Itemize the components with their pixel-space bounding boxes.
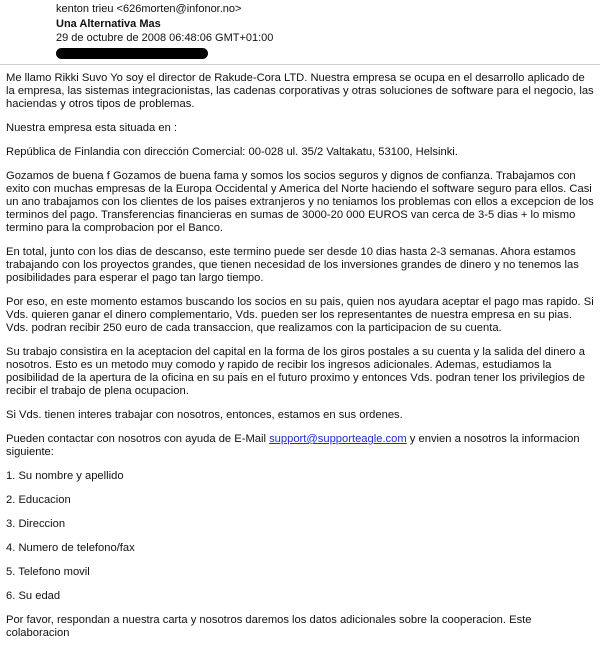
body-paragraph: Nuestra empresa esta situada en : [6,122,178,134]
list-item: 5. Telefono movil [6,566,90,578]
body-paragraph: En total, junto con los dias de descanso, este termino puede ser desde 10 dias hasta 2-3 semanas. Ahora estamos trabajando con los proyectos grandes, que tienen necesidad de los inversiones grandes de dinero y no tenemos las posibilidades para esperar el pago tan largo tiempo. [6,246,579,284]
header-divider [0,64,600,65]
date-value: 29 de octubre de 2008 06:48:06 GMT+01:00 [56,32,274,44]
body-paragraph: Si Vds. tienen interes trabajar con nosotros, entonces, estamos en sus ordenes. [6,409,403,421]
list-item: 6. Su edad [6,590,61,602]
contact-text-before: Pueden contactar con nosotros con ayuda de E-Mail [6,433,270,445]
body-paragraph: Gozamos de buena f Gozamos de buena fama y somos los socios seguros y dignos de confianza. Trabajamos con exito con muchas empresas de la Europa Occidental y America del Norte haciendo el software seguro para ellos. Casi un ano trabajamos con los clientes de los paises extranjeros y no teniamos los problemas con ellos a excepcion de los terminos del pago. Transferencias financieras en sumas de 3000-20 000 EUROS van cerca de 3-5 dias + lo mismo termino para la comprobacion por el Banco. [6,170,594,234]
email-header [0,0,600,62]
from-value[interactable]: kenton trieu <626morten@infonor.no> [56,3,242,15]
subject-value: Una Alternativa Mas [56,18,161,30]
body-paragraph-contact [6,433,596,459]
body-paragraph: Me llamo Rikki Suvo Yo soy el director de Rakude-Cora LTD. Nuestra empresa se ocupa en el desarrollo aplicado de la empresa, las sistemas integracionistas, las cadenas corporativas y otras soluciones de software para el negocio, las haciendas y otros tipos de problemas. [6,72,594,110]
body-paragraph: República de Finlandia con dirección Comercial: 00-028 ul. 35/2 Valtakatu, 53100, Helsinki. [6,146,458,158]
list-item: 4. Numero de telefono/fax [6,542,135,554]
body-paragraph: Por eso, en este momento estamos buscando los socios en su pais, quien nos ayudara aceptar el pago mas rapido. Si Vds. quieren ganar el dinero complementario, Vds. pueden ser los representantes de nuestra empresa en su pias. Vds. podran recibir 250 euro de cada transaccion, que realizamos con la participacion de su cuenta. [6,296,594,334]
email-body [6,72,596,651]
list-item: 2. Educacion [6,494,71,506]
redacted-recipient [56,48,208,59]
body-paragraph: Su trabajo consistira en la aceptacion del capital en la forma de los giros postales a su cuenta y la salida del dinero a nosotros. Esto es un metodo muy comodo y rapido de recibir los ingresos adicionales. Ademas, estudiamos la posibilidad de la apertura de la oficina en su pais en el futuro proximo y entonces Vds. podran tener los privilegios de recibir el trabajo de plena ocupacion. [6,346,585,397]
list-item: 1. Su nombre y apellido [6,470,124,482]
contact-text-after: y envien a nosotros la informacion siguiente: [6,433,580,458]
list-item: 3. Direccion [6,518,66,530]
body-paragraph: Por favor, respondan a nuestra carta y nosotros daremos los datos adicionales sobre la cooperacion. Este colaboracion [6,614,532,639]
support-email-link[interactable]: support@supporteagle.com [269,433,407,445]
